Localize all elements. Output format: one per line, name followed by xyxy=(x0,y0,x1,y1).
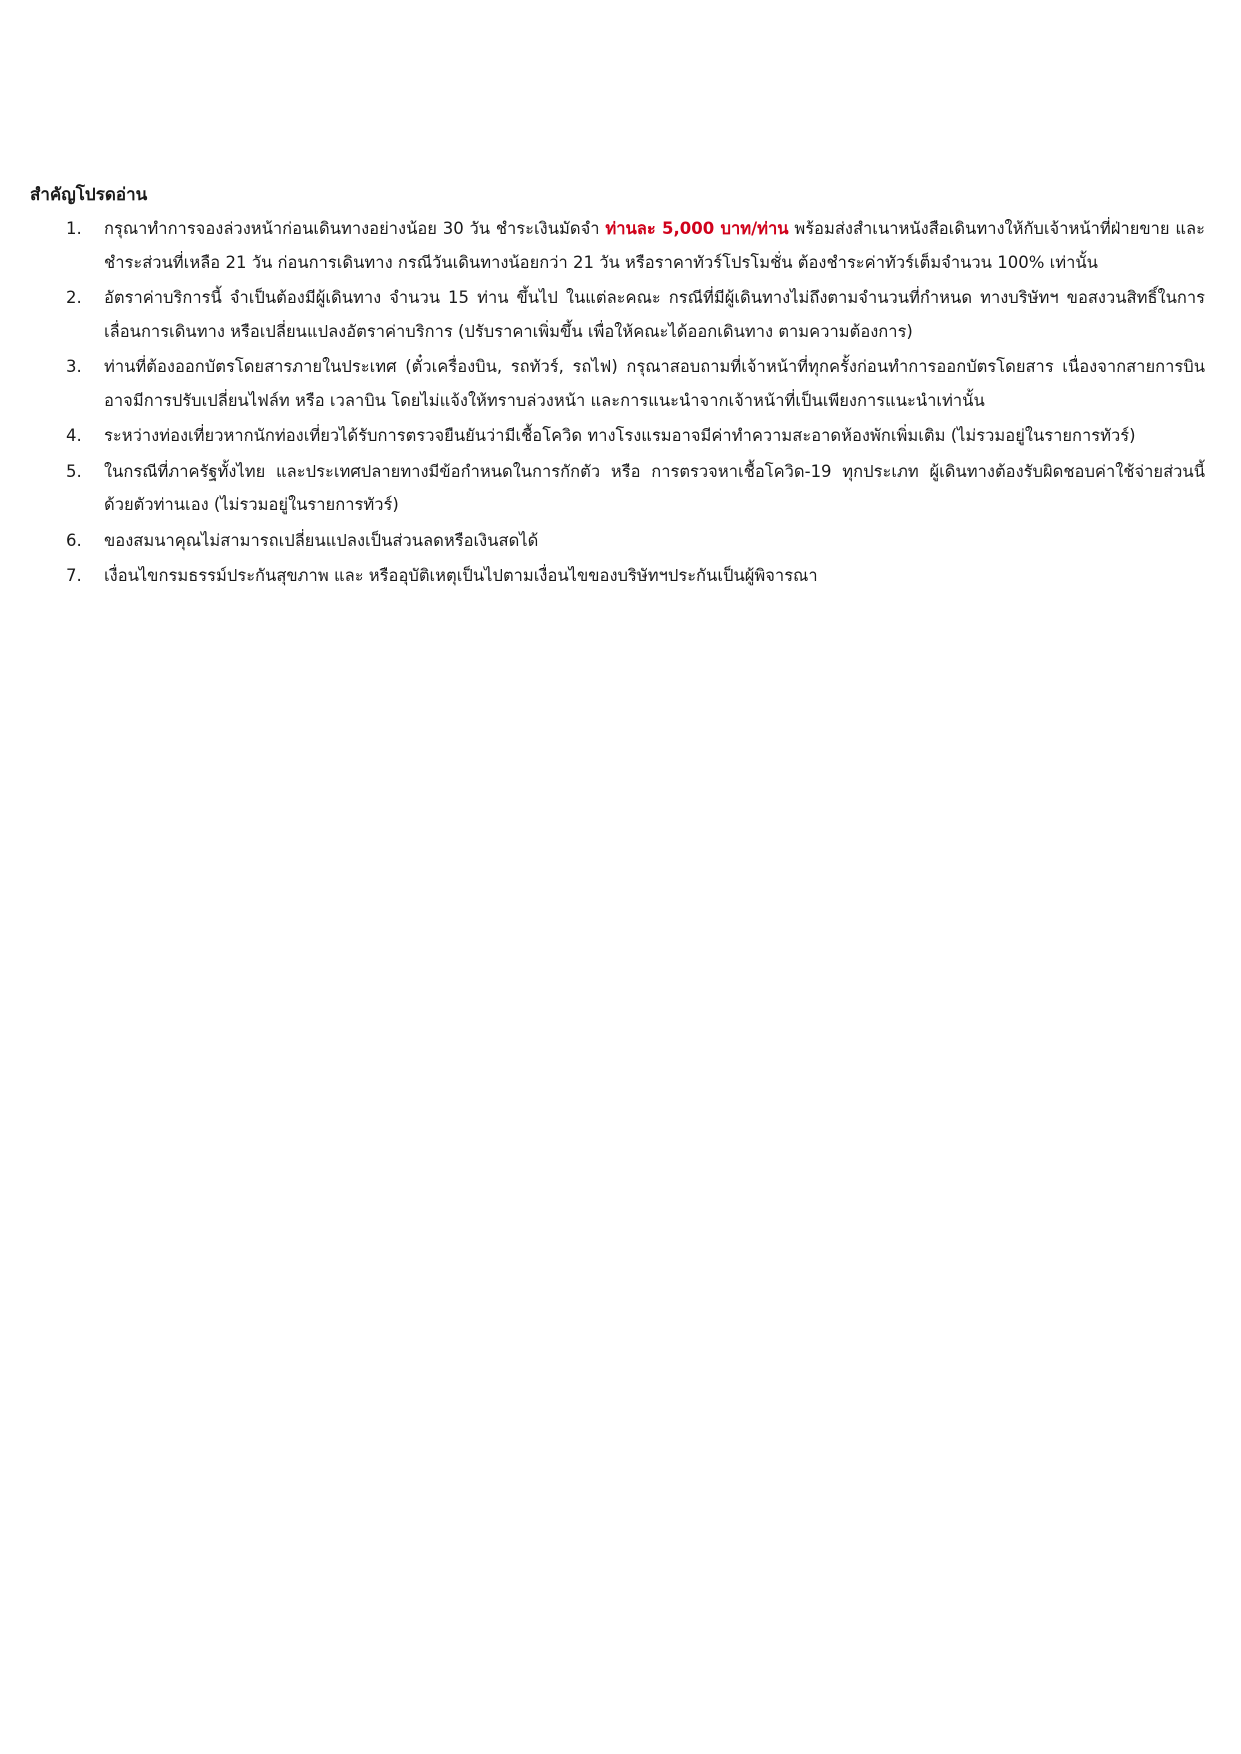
notice-list xyxy=(30,212,1205,593)
item-text: เงื่อนไขกรมธรรม์ประกันสุขภาพ และ หรืออุบัติเหตุเป็นไปตามเงื่อนไขของบริษัทฯประกันเป็นผู้พิจารณา xyxy=(104,566,818,585)
item-text: ของสมนาคุณไม่สามารถเปลี่ยนแปลงเป็นส่วนลดหรือเงินสดได้ xyxy=(104,530,539,550)
item-number: 3. xyxy=(66,357,82,376)
item-number: 4. xyxy=(66,426,82,445)
item-number: 7. xyxy=(66,566,82,585)
item-text: ในกรณีที่ภาครัฐทั้งไทย และประเทศปลายทางมีข้อกำหนดในการกักตัว หรือ การตรวจหาเชื้อโควิด-19 ทุกประเภท ผู้เดินทางต้องรับผิดชอบค่าใช้จ่ายส่วนนี้ด้วยตัวท่านเอง (ไม่รวมอยู่ในรายการทัวร์) xyxy=(104,461,1205,514)
deposit-highlight: ท่านละ 5,000 บาท/ท่าน xyxy=(605,219,789,238)
notice-item-5 xyxy=(30,455,1205,522)
item-text: ระหว่างท่องเที่ยวหากนักท่องเที่ยวได้รับการตรวจยืนยันว่ามีเชื้อโควิด ทางโรงแรมอาจมีค่าทำความสะอาดห้องพักเพิ่มเติม (ไม่รวมอยู่ในรายการทัวร์) xyxy=(104,426,1136,445)
item-text: ท่านที่ต้องออกบัตรโดยสารภายในประเทศ (ตั๋วเครื่องบิน, รถทัวร์, รถไฟ) กรุณาสอบถามที่เจ้าหน้าที่ทุกครั้งก่อนทำการออกบัตรโดยสาร เนื่องจากสายการบินอาจมีการปรับเปลี่ยนไฟล์ท หรือ เวลาบิน โดยไม่แจ้งให้ทราบล่วงหน้า และการแนะนำจากเจ้าหน้าที่เป็นเพียงการแนะนำเท่านั้น xyxy=(104,357,1205,410)
item-text: กรุณาทำการจองล่วงหน้าก่อนเดินทางอย่างน้อย 30 วัน ชำระเงินมัดจำ xyxy=(104,219,606,238)
notice-title: สำคัญโปรดอ่าน xyxy=(30,185,148,205)
item-number: 6. xyxy=(66,530,82,550)
item-text: อัตราค่าบริการนี้ จำเป็นต้องมีผู้เดินทาง จำนวน 15 ท่าน ขึ้นไป ในแต่ละคณะ กรณีที่มีผู้เดินทางไม่ถึงตามจำนวนที่กำหนด ทางบริษัทฯ ขอสงวนสิทธิ์ในการเลื่อนการเดินทาง หรือเปลี่ยนแปลงอัตราค่าบริการ (ปรับราคาเพิ่มขึ้น เพื่อให้คณะได้ออกเดินทาง ตามความต้องการ) xyxy=(104,288,1205,341)
item-number: 5. xyxy=(66,461,82,481)
notice-item-7 xyxy=(30,559,1205,593)
notice-item-3 xyxy=(30,350,1205,417)
notice-item-1 xyxy=(30,212,1205,279)
notice-item-2 xyxy=(30,281,1205,348)
item-text-continued: พร้อมส่งสำเนาหนังสือเดินทางให้กับเจ้าหน้าที่ฝ่ายขาย และชำระส่วนที่เหลือ 21 วัน ก่อนการเดินทาง กรณีวันเดินทางน้อยกว่า 21 วัน หรือราคาทัวร์โปรโมชั่น ต้องชำระค่าทัวร์เต็มจำนวน 100% เท่านั้น xyxy=(104,219,1205,272)
important-notice-section xyxy=(30,180,1205,595)
notice-item-6 xyxy=(30,524,1205,558)
notice-item-4 xyxy=(30,419,1205,453)
item-number: 2. xyxy=(66,288,82,307)
item-number: 1. xyxy=(66,219,82,238)
